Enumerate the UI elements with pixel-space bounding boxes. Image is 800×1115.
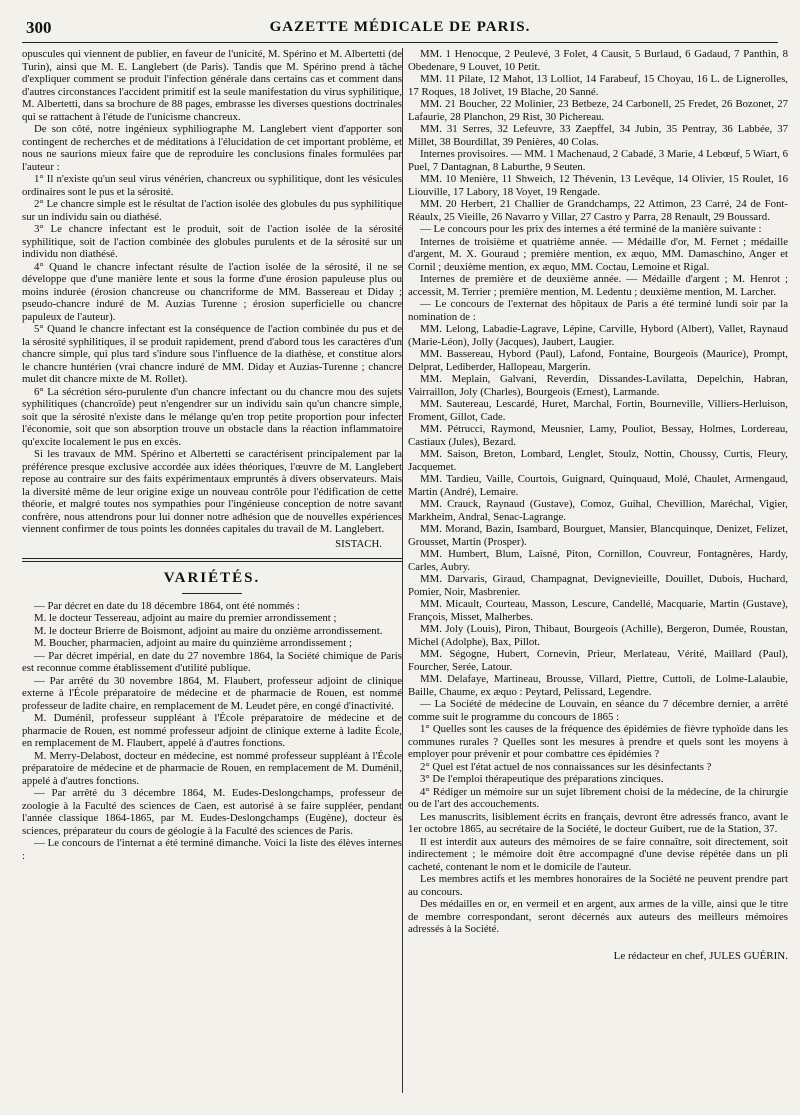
paragraph: 5° Quand le chancre infectant est la conséquence de l'action combinée du pus et de la sérosité syphilitiques, il se produit rapidement, prend d'abord tous les caractères d'un chancre simple, qui plus tard s'indure sous l'influence de la diathèse, et constitue alors le chancre huntérien (vrai chancre induré de MM. Diday et Auzias-Turenne ; chancre mulet dit chancre mixte de M. Rollet). <box>22 323 402 385</box>
paragraph: Si les travaux de MM. Spérino et Albertetti se caractérisent principalement par la préférence presque exclusive accordée aux idées théoriques, l'œuvre de M. Langlebert repose au contraire sur des faits expérimentaux empruntés à divers observateurs. Mais la diversité même de leur origine exige un nouveau contrôle pour l'édification de cette théorie, et malgré toutes nos sympathies pour l'ingénieuse conception de notre savant confrère, nous attendrons pour lui donner notre adhésion que de nouvelles expériences viennent confirmer de tous points les données capitales du travail de M. Langlebert. <box>22 448 402 535</box>
paragraph: — Par arrêté du 3 décembre 1864, M. Eudes-Deslongchamps, professeur de zoologie à la Faculté des sciences de Caen, est autorisé à se faire suppléer, pendant l'année classique 1864-1865, par M. Eudes-Deslongchamps (Eugène), docteur ès sciences, préparateur du cours de géologie à la Faculté des sciences de Paris. <box>22 787 402 837</box>
paragraph: — La Société de médecine de Louvain, en séance du 7 décembre dernier, a arrêté comme suit le programme du concours de 1865 : <box>408 698 788 723</box>
paragraph: M. Merry-Delabost, docteur en médecine, est nommé professeur suppléant à l'École préparatoire de médecine et de pharmacie de Rouen, en remplacement de M. Duménil, appelé à d'autres fonctions. <box>22 749 402 787</box>
paragraph: De son côté, notre ingénieux syphiliographe M. Langlebert vient d'apporter son contingent de recherches et de méditations à l'élucidation de cet important problème, et nous ne saurions mieux faire que de reproduire les conclusions finales formulées par l'auteur : <box>22 123 402 173</box>
paragraph: MM. Lelong, Labadie-Lagrave, Lépine, Carville, Hybord (Albert), Vallet, Raynaud (Marie-Léon), Jolly (Jacques), Jaubert, Laugier. <box>408 323 788 348</box>
paragraph: MM. 11 Pilate, 12 Mahot, 13 Lolliot, 14 Farabeuf, 15 Choyau, 16 L. de Lignerolles, 17 Roques, 18 Jolivet, 19 Blache, 20 Sanné. <box>408 73 788 98</box>
paragraph: — Par décret impérial, en date du 27 novembre 1864, la Société chimique de Paris est reconnue comme établissement d'utilité publique. <box>22 649 402 674</box>
paragraph: MM. 20 Herbert, 21 Challier de Grandchamps, 22 Attimon, 23 Carré, 24 de Font-Réaulx, 25 Vieille, 26 Navarro y Villar, 27 Castro y Parra, 28 Renault, 29 Boussard. <box>408 198 788 223</box>
paragraph: 4° Quand le chancre infectant résulte de l'action isolée de la sérosité, il ne se développe que d'une manière lente et sous la forme d'une érosion papuleuse plus ou moins indurée (érosion chancreuse ou chancriforme de MM. Bassereau et Diday ; pseudo-chancre induré de M. Auzias Turenne ; érosion superficielle ou chancre papuleux de l'auteur). <box>22 260 402 323</box>
paragraph: M. Duménil, professeur suppléant à l'École préparatoire de médecine et de pharmacie de Rouen, est nommé professeur adjoint de clinique externe à ladite École, en remplacement de M. Flaubert, appelé à d'autres fonctions. <box>22 712 402 749</box>
paragraph: MM. Delafaye, Martineau, Brousse, Villard, Piettre, Cuttoli, de Lolme-Lalaubie, Baille, Chaume, ex æquo : Peytard, Pelissard, Legendre. <box>408 673 788 698</box>
paragraph: — Le concours de l'internat a été terminé dimanche. Voici la liste des élèves internes : <box>22 837 402 862</box>
page-header <box>22 18 778 43</box>
paragraph: Les manuscrits, lisiblement écrits en français, devront être adressés franco, avant le 1er octobre 1865, au secrétaire de la Société, le docteur Guibert, rue de la Station, 37. <box>408 810 788 835</box>
paragraph: MM. Darvaris, Giraud, Champagnat, Devignevieille, Douillet, Dubois, Huchard, Pomier, Noir, Masbrenier. <box>408 573 788 598</box>
paragraph: MM. Tardieu, Vaille, Courtois, Guignard, Quinquaud, Molé, Chaulet, Armengaud, Martin (André), Lemaire. <box>408 473 788 498</box>
paragraph: 3° Le chancre infectant est le produit, soit de l'action isolée de la sérosité syphilitique, soit de l'action combinée des globules purulents et de la sérosité sur un individu non diathésé. <box>22 223 402 260</box>
paragraph: Des médailles en or, en vermeil et en argent, aux armes de la ville, ainsi que le titre de membre correspondant, seront décernés aux auteurs des meilleurs mémoires adressés à la Société. <box>408 898 788 935</box>
left-column <box>22 48 402 862</box>
paragraph: MM. Morand, Bazin, Isambard, Bourguet, Mansier, Blancquinque, Denizet, Felizet, Grousset, Martin (Prosper). <box>408 523 788 548</box>
paragraph: Internes de première et de deuxième année. — Médaille d'argent ; M. Henrot ; accessit, M. Terrier ; première mention, M. Ledentu ; deuxième mention, M. Larcher. <box>408 273 788 298</box>
paragraph: MM. Humbert, Blum, Laisné, Piton, Cornillon, Couvreur, Fontagnères, Hardy, Carles, Aubry. <box>408 548 788 573</box>
paragraph: MM. Bassereau, Hybord (Paul), Lafond, Fontaine, Bourgeois (Maurice), Prompt, Delprat, Lediberder, Hallopeau, Margerin. <box>408 348 788 373</box>
column-divider <box>402 48 403 1093</box>
paragraph: M. Boucher, pharmacien, adjoint au maire du quinzième arrondissement ; <box>34 637 352 649</box>
paragraph: Internes provisoires. — MM. 1 Machenaud, 2 Cabadé, 3 Marie, 4 Lebœuf, 5 Wiart, 6 Puel, 7 Dantagnan, 8 Laburthe, 9 Seuten. <box>408 148 788 173</box>
author-signature: SISTACH. <box>335 537 382 550</box>
paragraph: 3° De l'emploi thérapeutique des préparations zinciques. <box>420 773 664 785</box>
paragraph: MM. 31 Serres, 32 Lefeuvre, 33 Zaepffel, 34 Jubin, 35 Pentray, 36 Labbée, 37 Millet, 38 Bourdillat, 39 Penières, 40 Colas. <box>408 123 788 148</box>
paragraph: opuscules qui viennent de publier, en faveur de l'unicité, M. Spérino et M. Albertetti (de Turin), ainsi que M. E. Langlebert (de Paris). Tandis que M. Spérino prend à tâche d'expliquer comment se produit l'infection générale dans certains cas et comment dans d'autres circonstances l'accident primitif est la seule manifestation du virus syphilitique, M. Albertetti, dans sa brochure de 88 pages, embrasse les diverses questions doctrinales qui se rattachent à l'étude de l'unicisme chancreux. <box>22 48 402 123</box>
paragraph: 4° Rédiger un mémoire sur un sujet librement choisi de la médecine, de la chirurgie ou de l'art des accouchements. <box>408 785 788 810</box>
paragraph: 2° Quel est l'état actuel de nos connaissances sur les désinfectants ? <box>420 760 712 773</box>
paragraph: MM. 21 Boucher, 22 Molinier, 23 Betbeze, 24 Carbonell, 25 Fredet, 26 Bozonet, 27 Lafaurie, 28 Planchon, 29 Rist, 30 Pichereau. <box>408 98 788 123</box>
paragraph: MM. Saison, Breton, Lombard, Lenglet, Stoulz, Nottin, Choussy, Curtis, Fleury, Jacquemet. <box>408 448 788 473</box>
paragraph: MM. Joly (Louis), Piron, Thibaut, Bourgeois (Achille), Bergeron, Dumée, Roustan, Michel (Adolphe), Bax, Pillot. <box>408 623 788 648</box>
editor-signature: Le rédacteur en chef, JULES GUÉRIN. <box>613 949 788 962</box>
page-number: 300 <box>26 18 52 37</box>
paragraph: MM. Ségogne, Hubert, Cornevin, Prieur, Merlateau, Vérité, Maillard (Paul), Fourcher, Serée, Latour. <box>408 648 788 673</box>
paragraph: MM. Sautereau, Lescardé, Huret, Marchal, Fortin, Bourneville, Villiers-Herluison, Froment, Gillot, Cade. <box>408 398 788 423</box>
paragraph: Internes de troisième et quatrième année. — Médaille d'or, M. Fernet ; médaille d'argent, M. X. Gouraud ; première mention, ex æquo, MM. Damaschino, Anger et Cornil ; deuxième mention, ex æquo, MM. Coctau, Lemoine et Rigal. <box>408 235 788 273</box>
paragraph: MM. 1 Henocque, 2 Peulevé, 3 Folet, 4 Causit, 5 Burlaud, 6 Gadaud, 7 Panthin, 8 Obedenare, 9 Louvet, 10 Petit. <box>408 48 788 73</box>
paragraph: M. le docteur Brierre de Boismont, adjoint au maire du onzième arrondissement. <box>34 624 383 637</box>
paragraph: — Par décret en date du 18 décembre 1864, ont été nommés : <box>34 599 300 612</box>
right-column <box>408 48 788 962</box>
paragraph: 6° La sécrétion séro-purulente d'un chancre infectant ou du chancre mou des sujets syphilitiques (chancroïde) peut n'engendrer sur un individu sain qu'un chancre simple, soit que la sérosité n'existe dans le mélange qu'en trop petite proportion pour infecter l'économie, soit que son absorption trouve un obstacle dans la réaction inflammatoire qu'excite localement le pus en excès. <box>22 385 402 448</box>
paragraph: — Par arrêté du 30 novembre 1864, M. Flaubert, professeur adjoint de clinique externe à l'École préparatoire de médecine et de pharmacie de Rouen, est nommé professeur de ladite chaire, en remplacement de M. Leudet père, en congé d'inactivité. <box>22 674 402 712</box>
title-rule <box>182 593 242 594</box>
paragraph: Il est interdit aux auteurs des mémoires de se faire connaître, soit directement, soit indirectement ; le mémoire doit être accompagné d'une devise répétée dans un pli cacheté, contenant le nom et le domicile de l'auteur. <box>408 835 788 873</box>
paragraph: MM. Meplain, Galvani, Reverdin, Dissandes-Lavilatta, Depelchin, Habran, Vairraillon, Joly (Charles), Bourgeois (Ernest), Larmande. <box>408 373 788 398</box>
journal-title: GAZETTE MÉDICALE DE PARIS. <box>269 19 531 35</box>
section-divider <box>22 558 402 562</box>
paragraph: Les membres actifs et les membres honoraires de la Société ne peuvent prendre part au concours. <box>408 873 788 898</box>
paragraph: — Le concours pour les prix des internes a été terminé de la manière suivante : <box>420 223 762 235</box>
paragraph: MM. Crauck, Raynaud (Gustave), Comoz, Guihal, Chevillion, Maréchal, Vigier, Markheim, Andral, Senac-Lagrange. <box>408 498 788 523</box>
paragraph: 2° Le chancre simple est le résultat de l'action isolée des globules du pus syphilitique sur un individu sain ou diathésé. <box>22 198 402 223</box>
paragraph: 1° Il n'existe qu'un seul virus vénérien, chancreux ou syphilitique, dont les vésicules ordinaires sont le pus et la sérosité. <box>22 173 402 198</box>
paragraph: — Le concours de l'externat des hôpitaux de Paris a été terminé lundi soir par la nomination de : <box>408 298 788 323</box>
section-title: VARIÉTÉS. <box>163 570 261 586</box>
paragraph: 1° Quelles sont les causes de la fréquence des épidémies de fièvre typhoïde dans les communes rurales ? Quelles sont les mesures à prendre et quels sont les moyens à employer pour prévenir et pour combattre ces épidémies ? <box>408 723 788 760</box>
paragraph: MM. 10 Menière, 11 Shweich, 12 Thévenin, 13 Levêque, 14 Olivier, 15 Roulet, 16 Liouville, 17 Labory, 18 Voyet, 19 Rengade. <box>408 173 788 198</box>
paragraph: MM. Pétrucci, Raymond, Meusnier, Lamy, Pouliot, Bessay, Holmes, Lordereau, Castiaux (Jules), Bezard. <box>408 423 788 448</box>
paragraph: M. le docteur Tessereau, adjoint au maire du premier arrondissement ; <box>34 612 337 624</box>
paragraph: MM. Micault, Courteau, Masson, Lescure, Candellé, Macquarie, Martin (Gustave), François, Misset, Malherbes. <box>408 598 788 623</box>
